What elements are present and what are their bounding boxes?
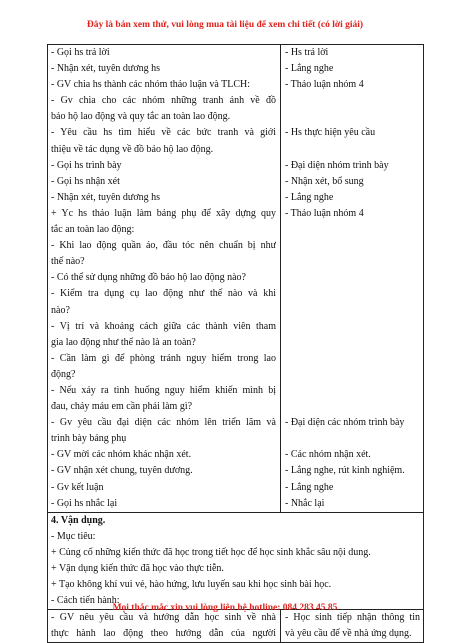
blank-line	[285, 286, 420, 302]
teacher-activity-line: - Gv kết luận	[51, 481, 104, 493]
teacher-activity-line: + Yc hs thảo luận làm bảng phụ để xây dựng quy	[51, 207, 276, 219]
teacher-activity-line: gia lao động như thế nào là an toàn?	[51, 336, 196, 348]
student-activity-line: - Lắng nghe	[285, 191, 334, 203]
teacher-activity-line: đau, chảy máu em cần phải làm gì?	[51, 401, 193, 413]
teacher-activity-line: - Yêu cầu hs tìm hiểu về các bức tranh và giới	[51, 127, 276, 139]
blank-line	[285, 367, 420, 383]
section-heading: 4. Vận dụng.	[51, 514, 106, 526]
teacher-activity-line: - Nhận xét, tuyên dương hs	[51, 191, 161, 203]
application-section-row	[48, 513, 423, 611]
blank-line	[285, 431, 420, 447]
teacher-activity-line: bảo hộ lao động và quy tắc an toàn lao động.	[51, 111, 231, 123]
teacher-activity-line: trình bày bảng phụ	[51, 433, 127, 445]
teacher-activities-column	[48, 45, 281, 512]
blank-line	[285, 222, 420, 238]
teacher-activity-line: - Gọi hs nhắc lại	[51, 497, 118, 509]
teacher-homework-column	[48, 610, 281, 642]
section-line: + Tạo không khí vui vẻ, hào hứng, lưu luyến sau khi học sinh bài học.	[51, 579, 332, 591]
student-activities-column	[281, 45, 423, 512]
hotline-notice: Mọi thắc mắc xin vui lòng liên hệ hotline: 084 283 45 85	[112, 603, 338, 613]
student-activity-line: - Nhắc lại	[285, 497, 325, 509]
student-homework-column	[281, 610, 423, 642]
blank-line	[285, 270, 420, 286]
teacher-activity-line: - GV mời các nhóm khác nhận xét.	[51, 449, 192, 461]
teacher-activity-line: - Gọi hs nhận xét	[51, 175, 120, 187]
section-line: - Mục tiêu:	[51, 530, 96, 542]
teacher-activity-line: - Gv yêu cầu đại diện các nhóm lên triển lãm và	[51, 417, 276, 429]
teacher-activity-line: - GV nhận xét chung, tuyên dương.	[51, 465, 193, 477]
student-activity-line: - Lắng nghe, rút kinh nghiệm.	[285, 465, 405, 477]
student-homework-line: - Học sinh tiếp nhận thông tin	[285, 612, 420, 624]
section-line: + Củng cố những kiến thức đã học trong tiết học để học sinh khắc sâu nội dung.	[51, 546, 371, 558]
teacher-activity-line: - Gv chia cho các nhóm những tranh ảnh về đồ	[51, 95, 276, 107]
blank-line	[285, 238, 420, 254]
blank-line	[285, 142, 420, 158]
application-section	[48, 513, 423, 610]
blank-line	[285, 303, 420, 319]
teacher-activity-line: tắc an toàn lao động:	[51, 224, 135, 236]
lesson-table	[47, 44, 424, 643]
preview-notice: Đây là bản xem thử, vui lòng mua tài liệu để xem chi tiết (có lời giải)	[86, 20, 364, 30]
teacher-homework-line: thực hành lao động theo hướng dẫn của người	[51, 628, 276, 640]
teacher-activity-line: nào?	[51, 304, 70, 316]
blank-line	[285, 335, 420, 351]
blank-line	[285, 383, 420, 399]
teacher-activity-line: - GV chia hs thành các nhóm thảo luận và TLCH:	[51, 79, 251, 91]
teacher-activity-line: - Kiểm tra dụng cụ lao động như thế nào và khi	[51, 288, 276, 300]
section-line: + Vận dụng kiến thức đã học vào thực tiễn.	[51, 563, 224, 574]
student-activity-line: - Nhận xét, bổ sung	[285, 175, 364, 187]
blank-line	[285, 93, 420, 109]
teacher-activity-line: - Gọi hs trình bày	[51, 159, 122, 171]
student-activity-line: - Lắng nghe	[285, 481, 334, 493]
teacher-activity-line: - Vị trí và khoảng cách giữa các thành viên tham	[51, 320, 276, 332]
teacher-activity-line: - Khi lao động quần áo, đầu tóc nên chuẩn bị như	[51, 240, 276, 252]
student-homework-line: và yêu cầu để về nhà ứng dụng.	[285, 628, 412, 640]
teacher-activity-line: thiệu về tác dụng về đồ bảo hộ lao động.	[51, 143, 214, 155]
teacher-homework-line: - GV nêu yêu cầu và hướng dẫn học sinh về nhà	[51, 612, 276, 624]
blank-line	[285, 109, 420, 125]
student-activity-line: - Đại diện các nhóm trình bày	[285, 417, 405, 429]
teacher-activity-line: - Gọi hs trả lời	[51, 47, 110, 58]
teacher-activity-line: - Cần làm gì để phòng tránh nguy hiểm trong lao	[51, 352, 276, 364]
teacher-activity-line: - Nếu xảy ra tình huống nguy hiểm khiến mình bị	[51, 384, 276, 396]
blank-line	[285, 254, 420, 270]
activities-row	[48, 45, 423, 513]
student-activity-line: - Các nhóm nhận xét.	[285, 449, 371, 461]
blank-line	[285, 351, 420, 367]
blank-line	[285, 399, 420, 415]
teacher-activity-line: - Nhận xét, tuyên dương hs	[51, 63, 161, 75]
student-activity-line: - Hs thực hiện yêu cầu	[285, 127, 376, 139]
student-activity-line: - Hs trả lời	[285, 47, 329, 58]
student-activity-line: - Thảo luận nhóm 4	[285, 207, 364, 219]
teacher-activity-line: thế nào?	[51, 256, 85, 268]
teacher-activity-line: động?	[51, 368, 76, 380]
student-activity-line: - Đại diện nhóm trình bày	[285, 159, 389, 171]
student-activity-line: - Lắng nghe	[285, 63, 334, 75]
student-activity-line: - Thảo luận nhóm 4	[285, 79, 364, 91]
homework-row	[48, 610, 423, 642]
teacher-activity-line: - Có thể sử dụng những đồ bảo hộ lao động nào?	[51, 272, 246, 284]
blank-line	[285, 319, 420, 335]
section-line: - Cách tiến hành:	[51, 595, 120, 607]
